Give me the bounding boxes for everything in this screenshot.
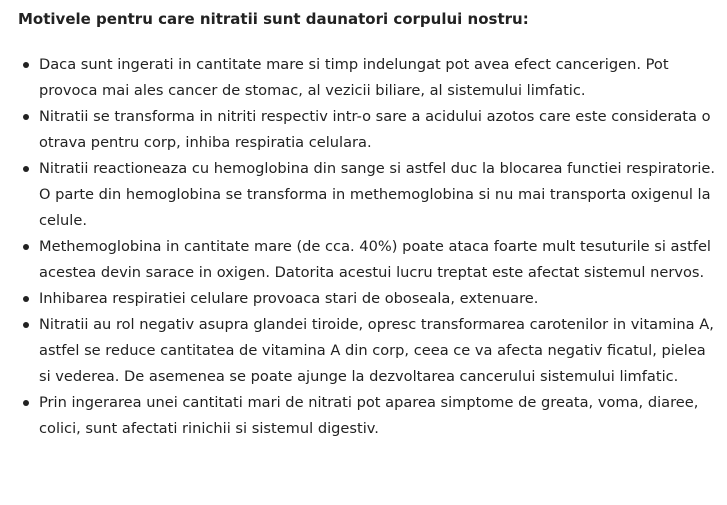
list-item <box>18 156 715 234</box>
bullet-icon <box>23 400 29 406</box>
list-item-text: Nitratii au rol negativ asupra glandei tiroide, opresc transformarea carotenilor in vitamina A, astfel se reduce cantitatea de vitamina A din corp, ceea ce va afecta negativ ficatul, pielea si vederea. De asemenea se poate ajunge la dezvoltarea cancerului sistemului limfatic. <box>39 316 714 385</box>
list-item-text: Nitratii se transforma in nitriti respectiv intr-o sare a acidului azotos care este considerata o otrava pentru corp, inhiba respiratia celulara. <box>39 108 711 151</box>
list-item <box>18 286 715 312</box>
list-item <box>18 104 715 156</box>
bullet-icon <box>23 166 29 172</box>
list-item-text: Inhibarea respiratiei celulare provoaca stari de oboseala, extenuare. <box>39 290 539 307</box>
list-item-text: Daca sunt ingerati in cantitate mare si timp indelungat pot avea efect cancerigen. Pot provoca mai ales cancer de stomac, al vezicii biliare, al sistemului limfatic. <box>39 56 669 99</box>
bullet-icon <box>23 244 29 250</box>
list-item-text: Methemoglobina in cantitate mare (de cca. 40%) poate ataca foarte mult tesuturile si astfel acestea devin sarace in oxigen. Datorita acestui lucru treptat este afectat sistemul nervos. <box>39 238 711 281</box>
list-item-text: Nitratii reactioneaza cu hemoglobina din sange si astfel duc la blocarea functiei respiratorie. O parte din hemoglobina se transforma in methemoglobina si nu mai transporta oxigenul la celule. <box>39 160 716 229</box>
list-item <box>18 390 715 442</box>
bullet-list <box>18 52 715 442</box>
bullet-icon <box>23 322 29 328</box>
bullet-icon <box>23 114 29 120</box>
section-heading: Motivele pentru care nitratii sunt daunatori corpului nostru: <box>18 10 529 28</box>
list-item <box>18 312 715 390</box>
list-item <box>18 52 715 104</box>
list-item-text: Prin ingerarea unei cantitati mari de nitrati pot aparea simptome de greata, voma, diaree, colici, sunt afectati rinichii si sistemul digestiv. <box>39 394 699 437</box>
bullet-icon <box>23 296 29 302</box>
list-item <box>18 234 715 286</box>
bullet-icon <box>23 62 29 68</box>
